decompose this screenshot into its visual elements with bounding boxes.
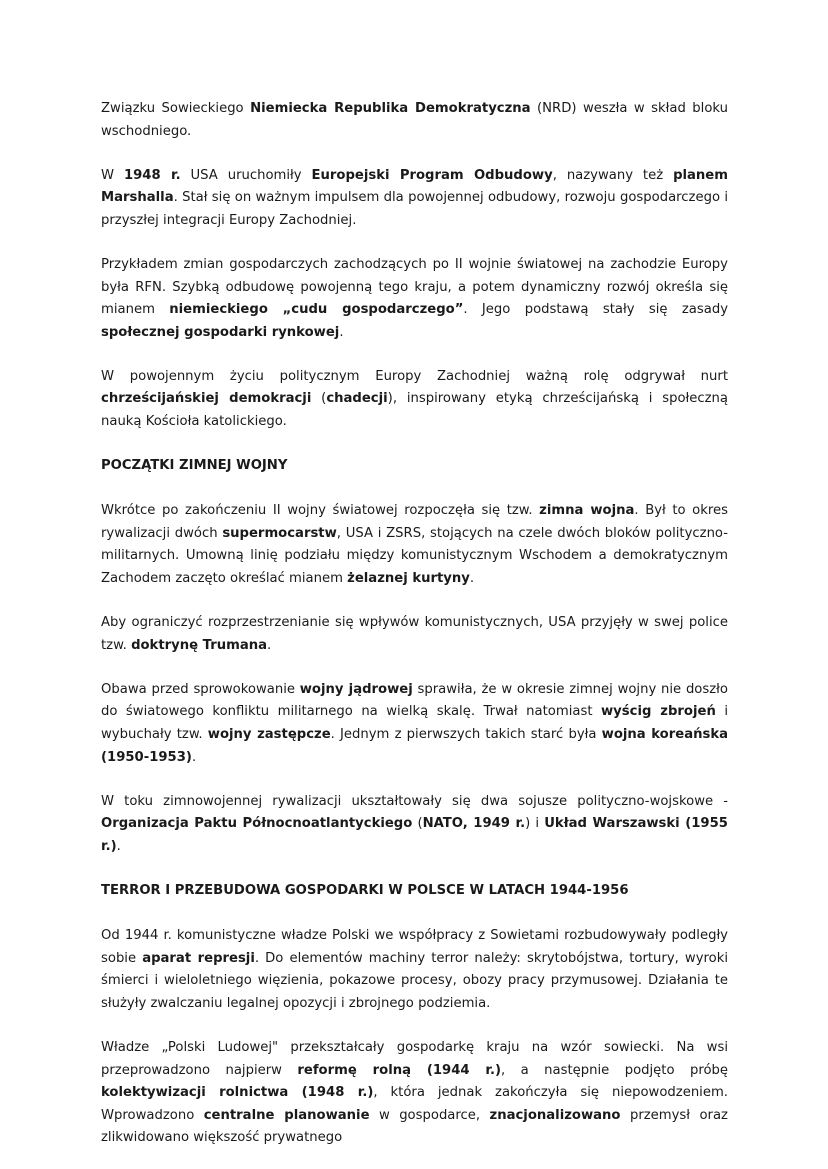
paragraph-economic-miracle: Przykładem zmian gospodarczych zachodzących po II wojnie światowej na zachodzie Europy była RFN. Szybką odbudowę powojenną tego kraju, a potem dynamiczny rozwój określa się mianem niemieckiego „cudu gospodarczego”. Jego podstawą stały się zasady społecznej gospodarki rynkowej. — [101, 256, 728, 340]
heading-cold-war: POCZĄTKI ZIMNEJ WOJNY — [101, 458, 288, 474]
paragraph-cold-war-start: Wkrótce po zakończeniu II wojny światowej rozpoczęła się tzw. zimna wojna. Był to okres rywalizacji dwóch supermocarstw, USA i ZSRS, stojących na czele dwóch bloków polityczno-militarnych. Umowną linię podziału między komunistycznym Wschodem a demokratycznym Zachodem zaczęto określać mianem żelaznej kurtyny. — [101, 503, 729, 586]
paragraph-alliances: W toku zimnowojennej rywalizacji ukształtowały się dwa sojusze polityczno-wojskowe - Organizacja Paktu Północnoatlantyckiego (NATO, 1949 r.) i Układ Warszawski (1955 r.). — [101, 793, 728, 854]
paragraph-marshall-plan: W 1948 r. USA uruchomiły Europejski Program Odbudowy, nazywany też planem Marshalla. Stał się on ważnym impulsem dla powojennej odbudowy, rozwoju gospodarczego i przyszłej integracji Europy Zachodniej. — [101, 167, 728, 228]
paragraph-nuclear-war: Obawa przed sprowokowanie wojny jądrowej sprawiła, że w okresie zimnej wojny nie doszło do światowego konfliktu militarnego na wielką skalę. Trwał natomiast wyścig zbrojeń i wybuchały tzw. wojny zastępcze. Jednym z pierwszych takich starć była wojna koreańska (1950-1953). — [101, 681, 729, 765]
paragraph-truman-doctrine: Aby ograniczyć rozprzestrzenianie się wpływów komunistycznych, USA przyjęły w swej police tzw. doktrynę Trumana. — [101, 615, 728, 653]
paragraph-christian-democracy: W powojennym życiu politycznym Europy Zachodniej ważną rolę odgrywał nurt chrześcijańskiej demokracji (chadecji), inspirowany etyką chrześcijańską i społeczną nauką Kościoła katolickiego. — [101, 368, 728, 430]
paragraph-nrd: Związku Sowieckiego Niemiecka Republika Demokratyczna (NRD) weszła w skład bloku wschodniego. — [101, 101, 728, 139]
heading-terror-poland: TERROR I PRZEBUDOWA GOSPODARKI W POLSCE W LATACH 1944-1956 — [101, 882, 629, 898]
paragraph-economy-transformation: Władze „Polski Ludowej" przekształcały gospodarkę kraju na wzór sowiecki. Na wsi przeprowadzono najpierw reformę rolną (1944 r.), a następnie podjęto próbę kolektywizacji rolnictwa (1948 r.), która jednak zakończyła się niepowodzeniem. Wprowadzono centralne planowanie w gospodarce, znacjonalizowano przemysł oraz zlikwidowano większość prywatnego — [101, 1039, 729, 1146]
paragraph-repression: Od 1944 r. komunistyczne władze Polski we współpracy z Sowietami rozbudowywały podległy sobie aparat represji. Do elementów machiny terror należy: skrytobójstwa, tortury, wyroki śmierci i wieloletniego więzienia, pokazowe procesy, obozy pracy przymusowej. Działania te służyły zwalczaniu legalnej opozycji i zbrojnego podziemia. — [101, 928, 729, 1011]
